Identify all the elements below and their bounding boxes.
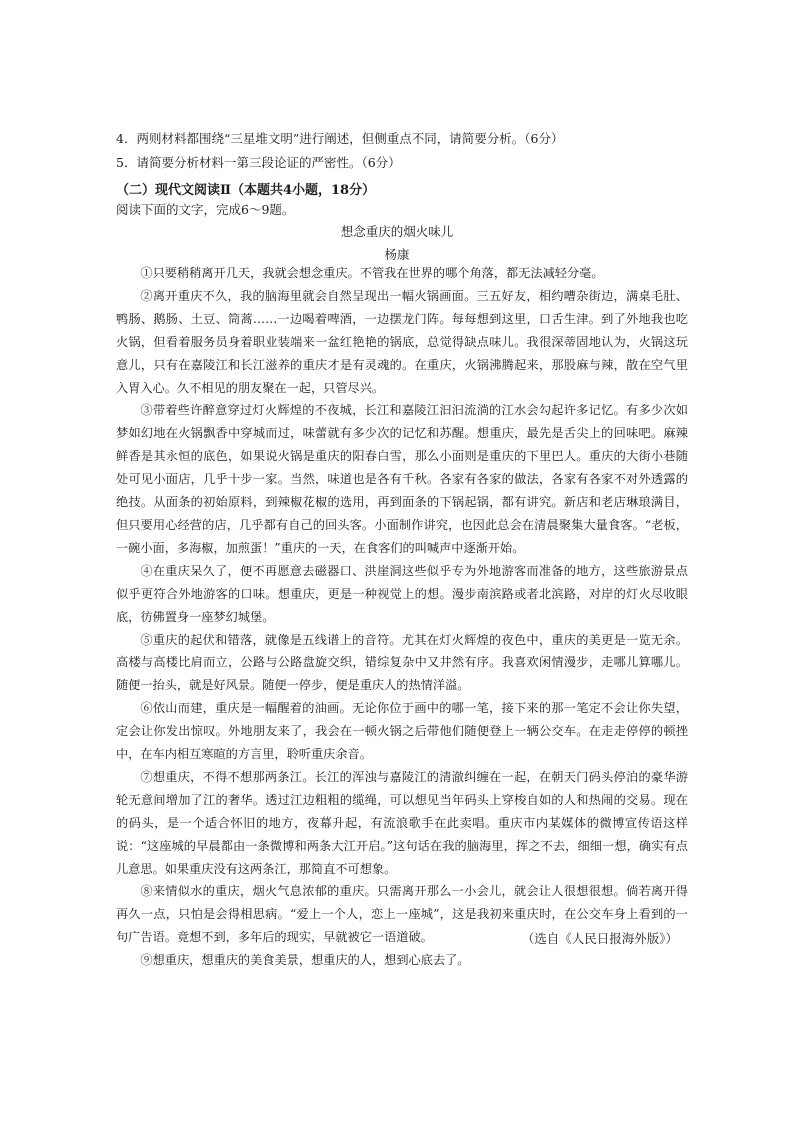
section-title: （二）现代文阅读Ⅱ（本题共4小题，18分） [116, 183, 376, 198]
paragraph-3: ③带着些许醉意穿过灯火辉煌的不夜城，长江和嘉陵江汩汩流淌的江水会勾起许多记忆。有多少次如梦如幻地在火锅飘香中穿城而过，味蕾就有多少次的记忆和苏醒。想重庆，最先是舌尖上的回味吧。麻辣鲜香是其永恒的底色，如果说火锅是重庆的阳春白雪，那么小面则是重庆的下里巴人。重庆的大街小巷随处可见小面店，几乎十步一家。当然，味道也是各有千秋。各家有各家的做法，各家有各家不对外透露的绝技。从面条的初始原料，到辣椒花椒的选用，再到面条的下锅起锅，都有讲究。新店和老店琳琅满目，但只要用心经营的店，几乎都有自己的回头客。小面制作讲究，也因此总会在清晨聚集大量食客。“老板，一碗小面，多海椒，加煎蛋！”重庆的一天，在食客们的叫喊声中逐渐开始。 [116, 403, 688, 555]
paragraph-5: ⑤重庆的起伏和错落，就像是五线谱上的音符。尤其在灯火辉煌的夜色中，重庆的美更是一览无余。高楼与高楼比肩而立，公路与公路盘旋交织，错综复杂中又井然有序。我喜欢闲情漫步，走哪儿算哪儿。随便一抬头，就是好风景。随便一停步，便是重庆人的热情洋溢。 [116, 632, 688, 693]
paragraph-9: ⑨想重庆，想重庆的美食美景，想重庆的人，想到心底去了。 [140, 953, 470, 968]
article-source: （选自《人民日报海外版》） [521, 931, 678, 946]
paragraph-2: ②离开重庆不久，我的脑海里就会自然呈现出一幅火锅画面。三五好友，相约嘈杂街边，满桌毛肚、鸭肠、鹅肠、土豆、筒蒿……一边喝着啤酒，一边摆龙门阵。每每想到这里，口舌生津。到了外地我也吃火锅，但看着服务员身着职业装端来一盆红艳艳的锅底，总觉得缺点味儿。我很深蒂固地认为，火锅这玩意儿，只有在嘉陵江和长江滋养的重庆才是有灵魂的。在重庆，火锅沸腾起来，那股麻与辣，散在空气里入胃入心。久不相见的朋友聚在一起，只管尽兴。 [116, 288, 688, 395]
article-author: 杨康 [384, 247, 410, 262]
article-body [116, 262, 688, 972]
paragraph-6: ⑥依山而建，重庆是一幅醒着的油画。无论你位于画中的哪一笔，接下来的那一笔定不会让你失望，定会让你发出惊叹。外地朋友来了，我会在一顿火锅之后带他们随便登上一辆公交车。在走走停停的顿挫中，在车内相互寒暄的方言里，聆听重庆余音。 [116, 701, 688, 762]
paragraph-8: ⑧来情似水的重庆，烟火气息浓郁的重庆。只需离开那么一小会儿，就会让人很想很想。倘若离开得再久一点，只怕是会得相思病。“爱上一个人，恋上一座城”，这是我初来重庆时，在公交车身上看到的一句广告语。竟想不到，多年后的现实，早就被它一语道破。 [116, 884, 688, 945]
question-5: 5．请简要分析材料一第三段论证的严密性。（6分） [116, 155, 401, 170]
paragraph-7: ⑦想重庆，不得不想那两条江。长江的浑浊与嘉陵江的清澈纠缠在一起，在朝天门码头停泊的豪华游轮无意间增加了江的奢华。透过江边粗粗的缆绳，可以想见当年码头上穿梭自如的人和热闹的交易。现在的码头，是一个适合怀旧的地方，夜幕升起，有流浪歌手在此卖唱。重庆市内某媒体的微博宣传语这样说：“这座城的早晨都由一条微博和两条大江开启。”这句话在我的脑海里，挥之不去，细细一想，确实有点儿意思。如果重庆没有这两条江，那简直不可想象。 [116, 769, 688, 876]
reading-instruction: 阅读下面的文字，完成6～9题。 [116, 202, 295, 217]
paragraph-4: ④在重庆呆久了，便不再愿意去磁器口、洪崖洞这些似乎专为外地游客而准备的地方，这些旅游景点似乎更符合外地游客的口味。想重庆，更是一种视觉上的想。漫步南滨路或者北滨路，对岸的灯火尽收眼底，彷佛置身一座梦幻城堡。 [116, 563, 688, 624]
question-4: 4．两则材料都围绕“三星堆文明”进行阐述，但侧重点不同，请简要分析。（6分） [116, 131, 564, 146]
paragraph-1: ①只要稍稍离开几天，我就会想念重庆。不管我在世界的哪个角落，都无法减轻分毫。 [140, 266, 604, 280]
article-title: 想念重庆的烟火味儿 [340, 224, 454, 239]
